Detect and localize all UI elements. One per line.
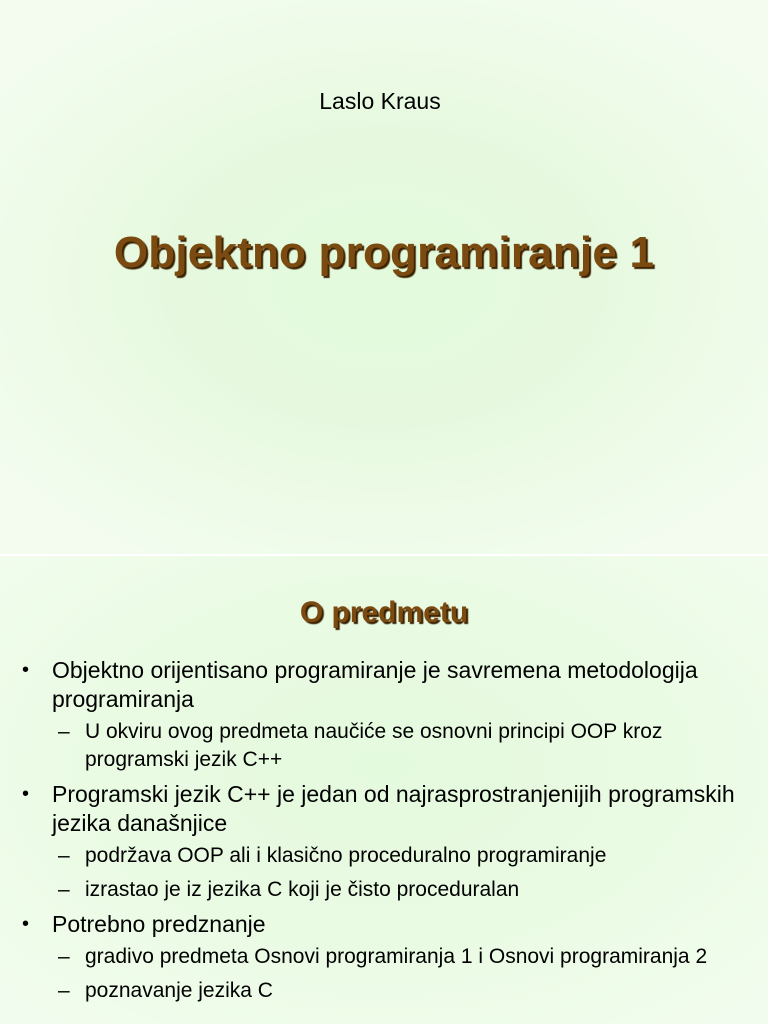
sub-text: podržava OOP ali i klasično proceduralno programiranje (85, 844, 607, 867)
sub-item (0, 842, 768, 870)
sub-item (0, 977, 768, 1005)
bullet-item (0, 656, 768, 714)
sub-item (0, 943, 768, 971)
bullet-marker: • (22, 783, 30, 805)
bullet-marker: • (22, 913, 30, 935)
sub-item (0, 718, 768, 774)
sub-item (0, 876, 768, 904)
bullet-text: Potrebno predznanje (52, 911, 266, 937)
sub-text: gradivo predmeta Osnovi programiranja 1 i Osnovi programiranja 2 (85, 945, 708, 968)
sub-marker: – (58, 945, 70, 968)
bullet-list (0, 656, 768, 1011)
bullet-item (0, 780, 768, 838)
sub-marker: – (58, 720, 70, 743)
bullet-item (0, 910, 768, 939)
sub-marker: – (58, 844, 70, 867)
bullet-marker: • (22, 659, 30, 681)
sub-marker: – (58, 878, 70, 901)
sub-text: izrastao je iz jezika C koji je čisto proceduralan (85, 878, 520, 901)
sub-marker: – (58, 979, 70, 1002)
slide-title: O predmetu (299, 596, 469, 629)
sub-text: poznavanje jezika C (85, 979, 273, 1002)
bullet-text: Programski jezik C++ je jedan od najrasprostranjenijih programskih jezika današnjice (52, 781, 735, 836)
bullet-text: Objektno orijentisano programiranje je savremena metodologija programiranja (52, 657, 698, 712)
presentation-title: Objektno programiranje 1 (113, 228, 655, 277)
author-name: Laslo Kraus (319, 88, 441, 114)
content-slide (0, 556, 768, 1024)
sub-text: U okviru ovog predmeta naučiće se osnovni principi OOP kroz programski jezik C++ (85, 720, 663, 771)
